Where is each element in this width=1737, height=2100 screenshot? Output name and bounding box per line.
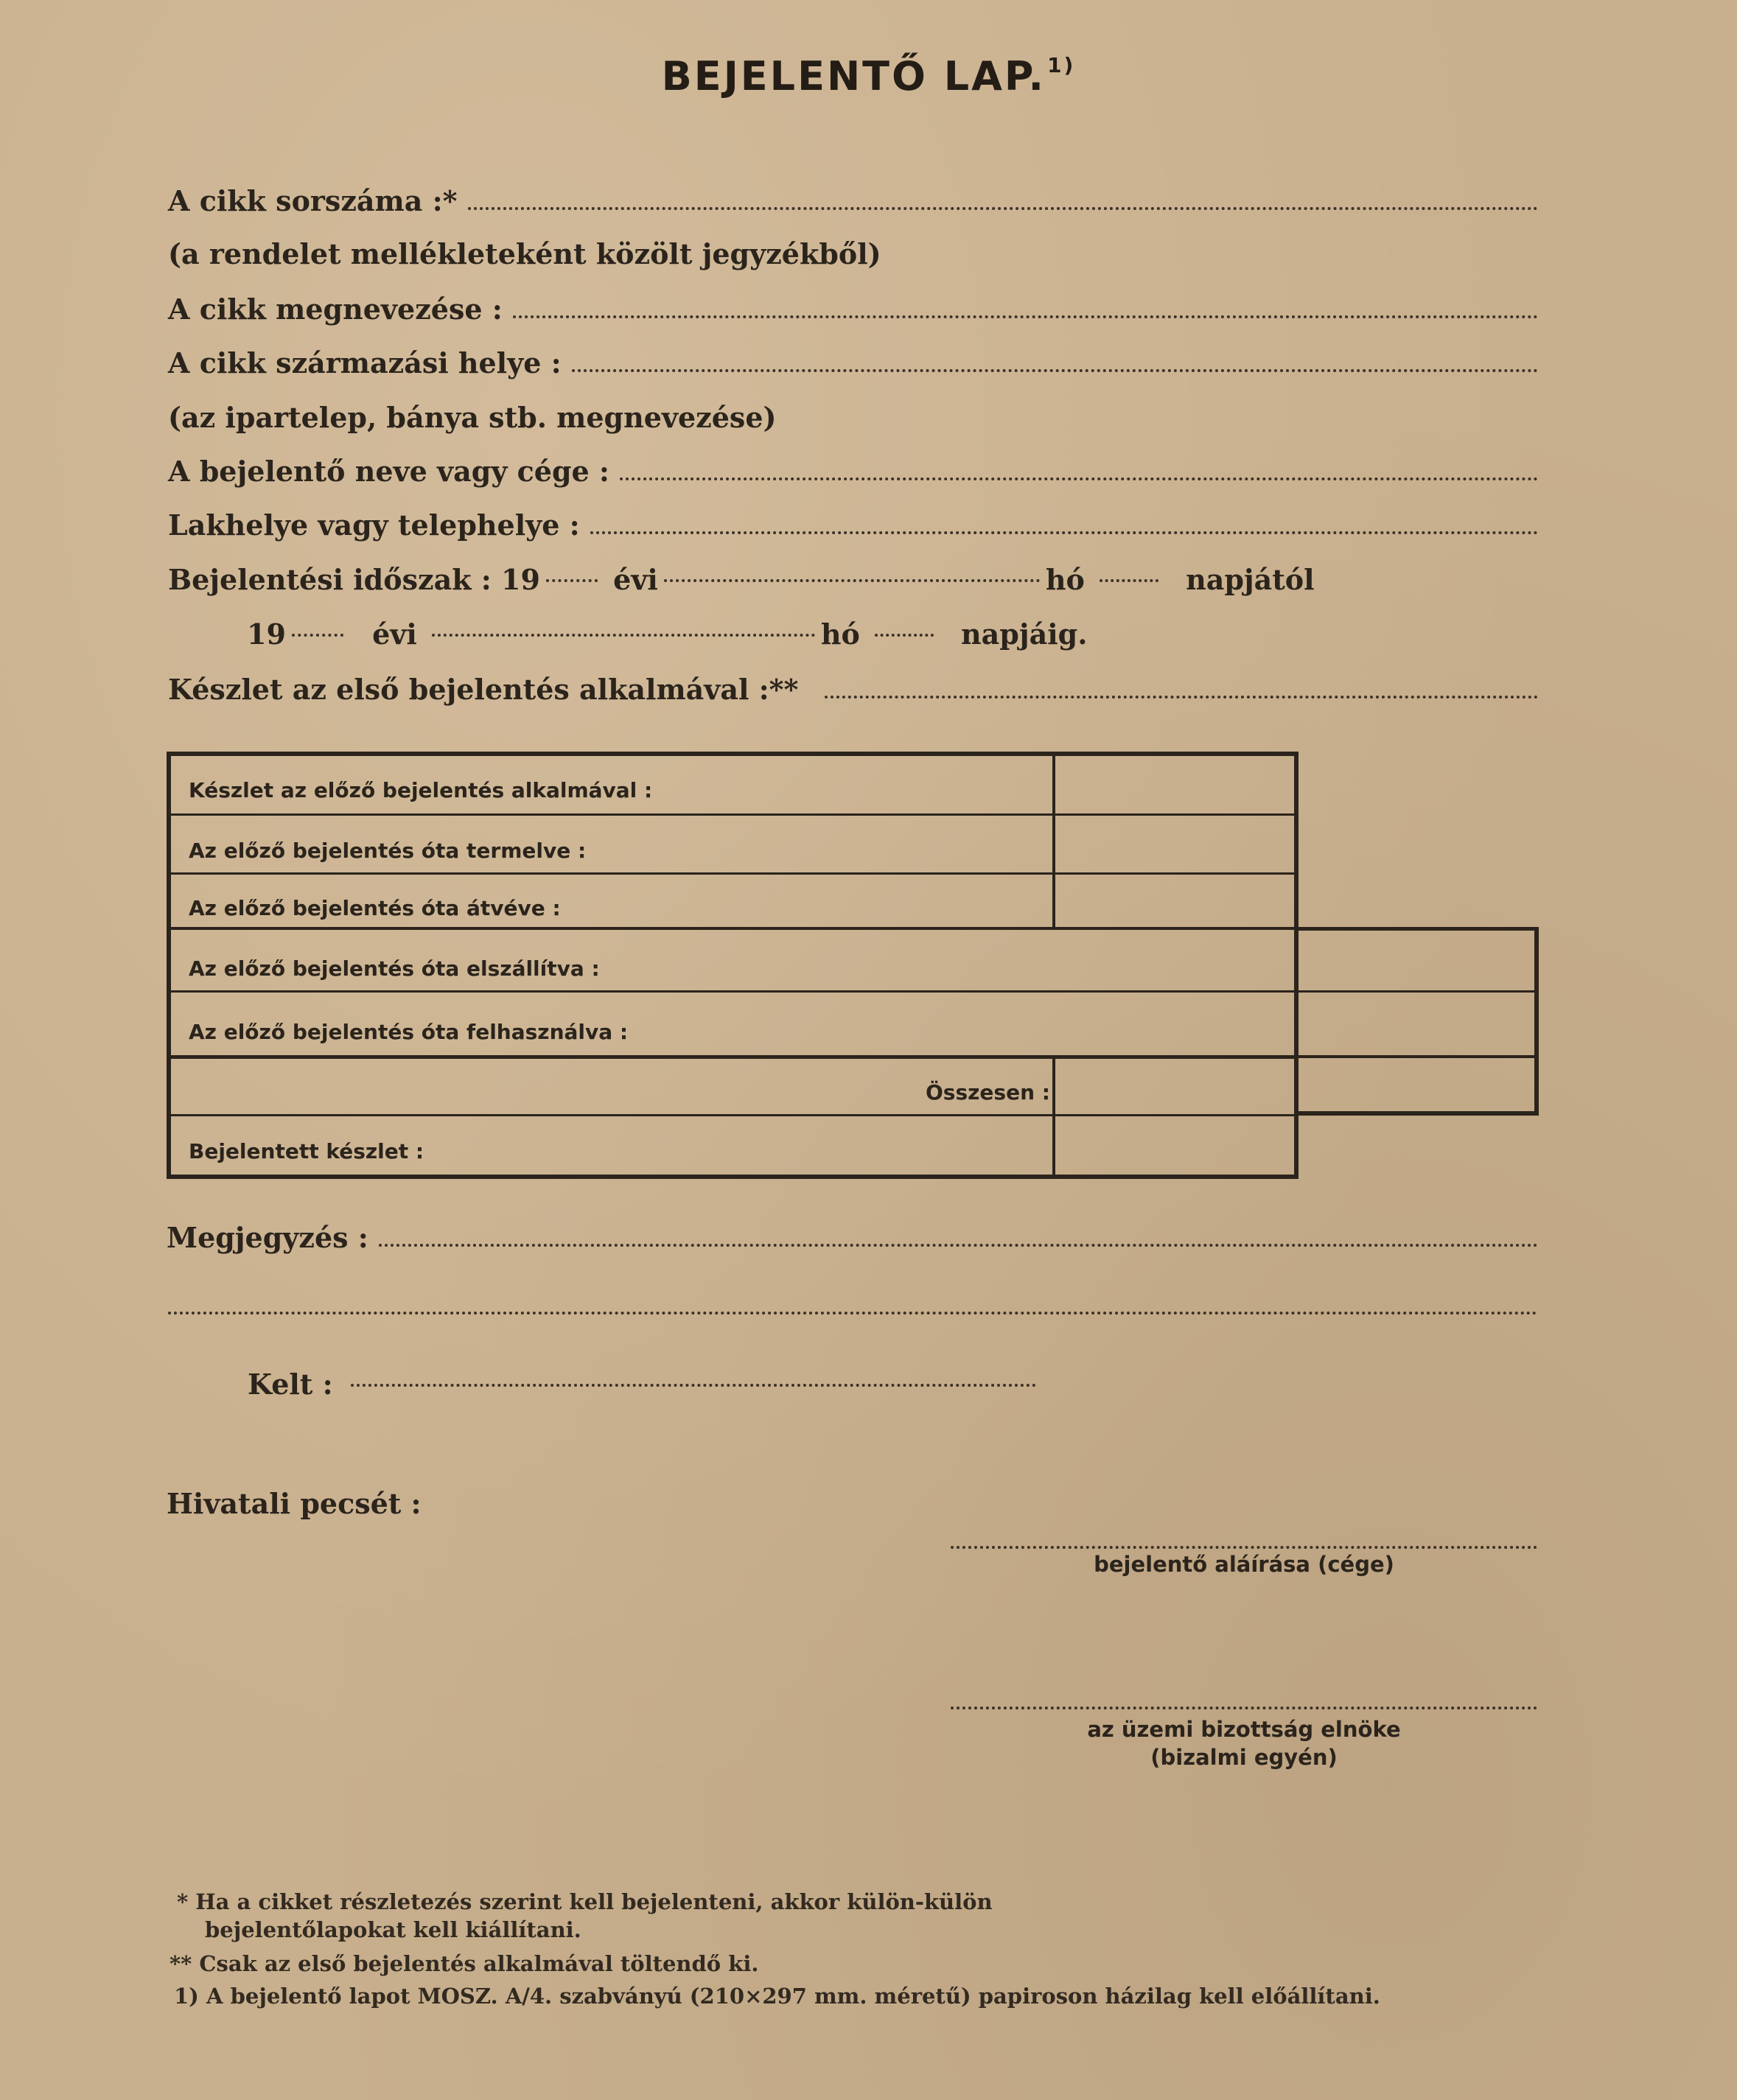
remark-label: Megjegyzés : — [167, 1221, 368, 1254]
period-from-month-fill[interactable] — [664, 576, 1040, 582]
period-from-row — [168, 563, 1315, 596]
table-value-divider-top — [1052, 752, 1055, 928]
row-label-used: Az előző bejelentés óta felhasználva : — [189, 1020, 629, 1044]
period-to-19: 19 — [247, 617, 286, 651]
stock-first-label: Készlet az első bejelentés alkalmával :** — [168, 673, 799, 706]
side-box-divider-2 — [1297, 1055, 1536, 1058]
period-from-evi: évi — [613, 563, 658, 596]
table-row-divider-4 — [171, 990, 1294, 993]
reporter-field — [168, 451, 1538, 488]
row-label-previous-stock: Készlet az előző bejelentés alkalmával : — [189, 778, 653, 802]
footnote-1-line2: bejelentőlapokat kell kiállítani. — [205, 1917, 581, 1942]
page-title — [0, 53, 1737, 99]
row-label-produced: Az előző bejelentés óta termelve : — [189, 839, 587, 863]
table-row-divider-3 — [171, 927, 1294, 930]
period-to-ho: hó — [820, 617, 860, 651]
period-to-month-fill[interactable] — [432, 631, 815, 637]
serial-fill-line[interactable] — [468, 204, 1539, 210]
side-box-bottom — [1297, 1111, 1539, 1116]
period-from-napjatol: napjától — [1186, 563, 1315, 596]
table-top-border — [167, 752, 1299, 756]
origin-label: A cikk származási helye : — [168, 346, 562, 379]
footnote-2: ** Csak az első bejelentés alkalmával töltendő ki. — [169, 1951, 759, 1976]
stock-first-field — [168, 669, 1538, 706]
side-box-right — [1534, 927, 1539, 1116]
committee-caption-line1: az üzemi bizottság elnöke — [1087, 1717, 1401, 1742]
committee-signature-line[interactable] — [951, 1704, 1537, 1709]
address-label: Lakhelye vagy telephelye : — [168, 508, 580, 542]
name-fill-line[interactable] — [513, 312, 1538, 318]
committee-caption-line2: (bizalmi egyén) — [1150, 1745, 1338, 1770]
serial-note: (a rendelet mellékleteként közölt jegyzékből) — [168, 237, 881, 270]
stamp-label: Hivatali pecsét : — [167, 1487, 422, 1520]
stock-first-fill-line[interactable] — [825, 693, 1538, 699]
address-field — [168, 505, 1538, 542]
row-label-total: Összesen : — [926, 1080, 1050, 1105]
origin-field — [168, 343, 1538, 379]
row-label-shipped: Az előző bejelentés óta elszállítva : — [189, 956, 600, 981]
reporter-signature-line[interactable] — [951, 1543, 1537, 1549]
table-row-divider-6 — [171, 1114, 1294, 1116]
title-footnote-mark: 1) — [1047, 53, 1076, 77]
date-field — [248, 1368, 1042, 1401]
period-to-row — [247, 617, 1087, 651]
table-row-divider-2 — [171, 872, 1294, 875]
serial-label: A cikk sorszáma :* — [168, 184, 458, 217]
period-from-ho: hó — [1045, 563, 1085, 596]
date-label: Kelt : — [248, 1368, 333, 1401]
table-value-divider-bottom — [1052, 1057, 1055, 1177]
footnote-3: 1) A bejelentő lapot MOSZ. A/4. szabványú (210×297 mm. méretű) papiroson házilag kell előállítani. — [174, 1984, 1380, 2009]
table-row-divider-5 — [171, 1055, 1299, 1059]
footnote-1-line1: * Ha a cikket részletezés szerint kell bejelenteni, akkor külön-külön — [177, 1889, 993, 1914]
date-fill-line[interactable] — [351, 1381, 1036, 1387]
period-to-day-fill[interactable] — [875, 631, 934, 637]
table-bottom-border — [167, 1175, 1299, 1179]
side-box-divider-1 — [1297, 990, 1536, 993]
period-label: Bejelentési időszak : 19 — [168, 563, 540, 596]
remark-field — [167, 1217, 1538, 1254]
row-label-declared-stock: Bejelentett készlet : — [189, 1139, 424, 1163]
origin-note: (az ipartelep, bánya stb. megnevezése) — [168, 401, 777, 434]
serial-field — [168, 181, 1538, 217]
name-label: A cikk megnevezése : — [168, 293, 503, 326]
remark-fill-line-1[interactable] — [379, 1241, 1538, 1247]
period-to-year-fill[interactable] — [292, 631, 343, 637]
address-fill-line[interactable] — [590, 528, 1538, 534]
title-text: BEJELENTŐ LAP. — [661, 53, 1046, 99]
row-label-received: Az előző bejelentés óta átvéve : — [189, 896, 561, 920]
side-box-top — [1297, 927, 1539, 931]
reporter-fill-line[interactable] — [620, 475, 1538, 480]
period-to-napjaig: napjáig. — [961, 617, 1088, 651]
origin-fill-line[interactable] — [572, 366, 1538, 372]
name-field — [168, 289, 1538, 326]
period-from-year-fill[interactable] — [546, 576, 598, 582]
remark-fill-line-2[interactable] — [168, 1309, 1537, 1315]
period-to-evi: évi — [372, 617, 417, 651]
reporter-signature-caption: bejelentő aláírása (cége) — [1094, 1552, 1394, 1577]
reporter-label: A bejelentő neve vagy cége : — [168, 455, 609, 488]
table-row-divider-1 — [171, 813, 1294, 816]
period-from-day-fill[interactable] — [1100, 576, 1158, 582]
